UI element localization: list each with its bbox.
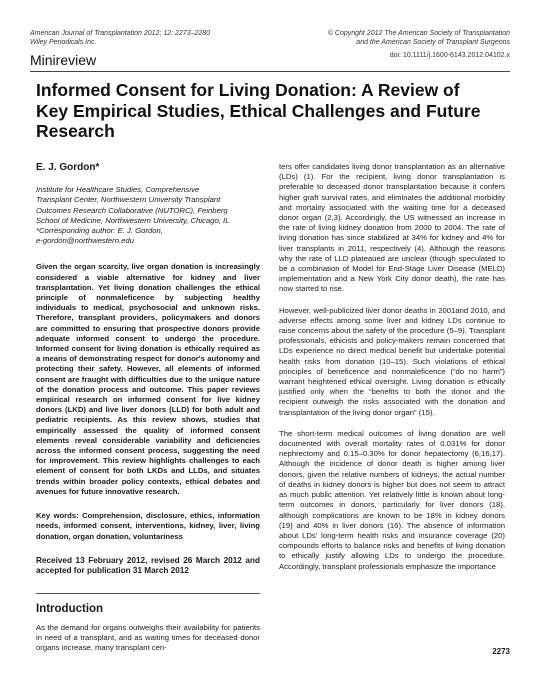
article-title: Informed Consent for Living Donation: A Review of Key Empirical Studies, Ethical Challenges and Future Research	[36, 80, 481, 141]
body-paragraph: ters offer candidates living donor transplantation as an alternative (LDs) (1). For the recipient, living donor transplantation is preferable to deceased donor transplantation because it confers higher graft survival rates, and eliminates the additional morbidity and mortality associated with the waiting time for a deceased donor organ (2,3). Accordingly, the US witnessed an increase in the rate of living kidney donation from 2000 to 2004. The rate of living donation has since stabilized at 34% for kidney and 4% for liver transplants in 2011, respectively (4). Although the reasons why the rate of LLD plateaued are unclear (though speculated to be a combination of Model for End-Stage Liver Disease (MELD) implementation and a New York City donor death), the rate has now started to rise.	[279, 162, 505, 294]
journal-citation-line: American Journal of Transplantation 2012; 12: 2273–2280	[30, 30, 211, 37]
author-email[interactable]: e-gordon@northwestern.edu	[36, 236, 134, 246]
copyright-line: © Copyright 2012 The American Society of Transplantation	[327, 30, 510, 37]
affiliation	[36, 185, 260, 246]
affiliation-line: Transplant Center, Northwestern University Transplant	[36, 195, 221, 205]
body-paragraph: The short-term medical outcomes of living donation are well documented with overall mortality rates of 0.031% for donor nephrectomy and 0.15–0.30% for donor hepatectomy (6,16,17). Although the incidence of donor death is higher among liver donors, given the relative numbers of kidneys, the actual number of deaths in kidney donors is higher but does not seem to attract as much public attention. Yet relatively little is known about long-term outcomes in donors, particularly for liver donors (18), although complications are known to be 18% in kidney donors (19) and 40% in liver donors (16). The absence of information about LDs' long-term health risks and insurance coverage (20) compounds efforts to balance risks and benefits of living donation to ethically justify allowing LDs to undergo the procedure. Accordingly, transplant professionals emphasize the importance	[279, 428, 505, 571]
section-divider	[36, 593, 260, 594]
header-divider	[30, 71, 510, 72]
affiliation-line: Institute for Healthcare Studies, Comprehensive	[36, 185, 200, 195]
abstract: Given the organ scarcity, live organ donation is increasingly considered a viable alternative for kidney and liver transplantation. Yet living donation challenges the ethical principle of nonmaleficence by subjecting healthy individuals to medical, psychosocial and unknown risks. Therefore, transplant providers, policymakers and donors are committed to ensuring that prospective donors provide adequate informed consent to undergo the procedure. Informed consent for living donation is ethically required as a means of demonstrating respect for donor's autonomy and protecting their safety. However, all elements of informed consent are fraught with difficulties due to the unique nature of the donation process and outcome. This paper reviews empirical research on informed consent for live kidney donors (LKD) and live liver donors (LLD) for both adult and pediatric recipients. As this review shows, studies that empirically assessed the quality of informed consent elements reveal considerable variability and deficiencies across the informed consent process, suggesting the need for improvement. This review highlights challenges to each element of consent for both LKDs and LLDs, and situates trends within broader policy contexts, ethical debates and avenues for future innovative research.	[36, 262, 260, 496]
author-name: E. J. Gordon*	[36, 162, 100, 173]
affiliation-line: School of Medicine, Northwestern University, Chicago, IL	[36, 215, 230, 225]
body-paragraph: As the demand for organs outweighs their availability for patients in need of a transplant, and as waiting times for deceased donor organs increase, many transplant cen-	[36, 622, 260, 653]
corresponding-author: *Corresponding author: E. J. Gordon,	[36, 226, 163, 236]
publisher-line: Wiley Periodicals Inc.	[30, 38, 97, 46]
doi[interactable]: doi: 10.1111/j.1600-6143.2012.04102.x	[389, 52, 510, 59]
received-dates: Received 13 February 2012, revised 26 March 2012 and accepted for publication 31 March 2012	[36, 555, 260, 576]
right-column	[279, 162, 505, 583]
copyright-notice	[328, 30, 510, 47]
section-heading-introduction: Introduction	[36, 602, 104, 615]
body-paragraph: However, well-publicized liver donor deaths in 2001and 2010, and adverse effects among some liver and kidney LDs continue to raise concerns about the safety of the procedure (5–9). Transplant professionals, ethicists and policy-makers remain concerned that LDs experience no direct medical benefit but undertake potential health risks from donation (10–15). Such violations of ethical principles of beneficence and nonmaleficence (“do no harm”) warrant heightened ethical oversight. Living donation is ethically justified only when the “benefits to both the donor and the recipient outweigh the risks associated with the donation and transplantation of the living donor organ” (15).	[279, 305, 505, 417]
section-label: Minireview	[30, 52, 97, 68]
affiliation-line: Outcomes Research Collaborative (NUTORC), Feinberg	[36, 205, 228, 215]
keywords: Key words: Comprehension, disclosure, ethics, information needs, informed consent, interventions, kidney, liver, living donation, organ donation, voluntariness	[36, 511, 260, 541]
left-column	[36, 162, 260, 665]
copyright-line-2: and the American Society of Transplant Surgeons	[356, 38, 510, 46]
journal-citation	[30, 30, 210, 47]
page-number: 2273	[492, 647, 510, 656]
